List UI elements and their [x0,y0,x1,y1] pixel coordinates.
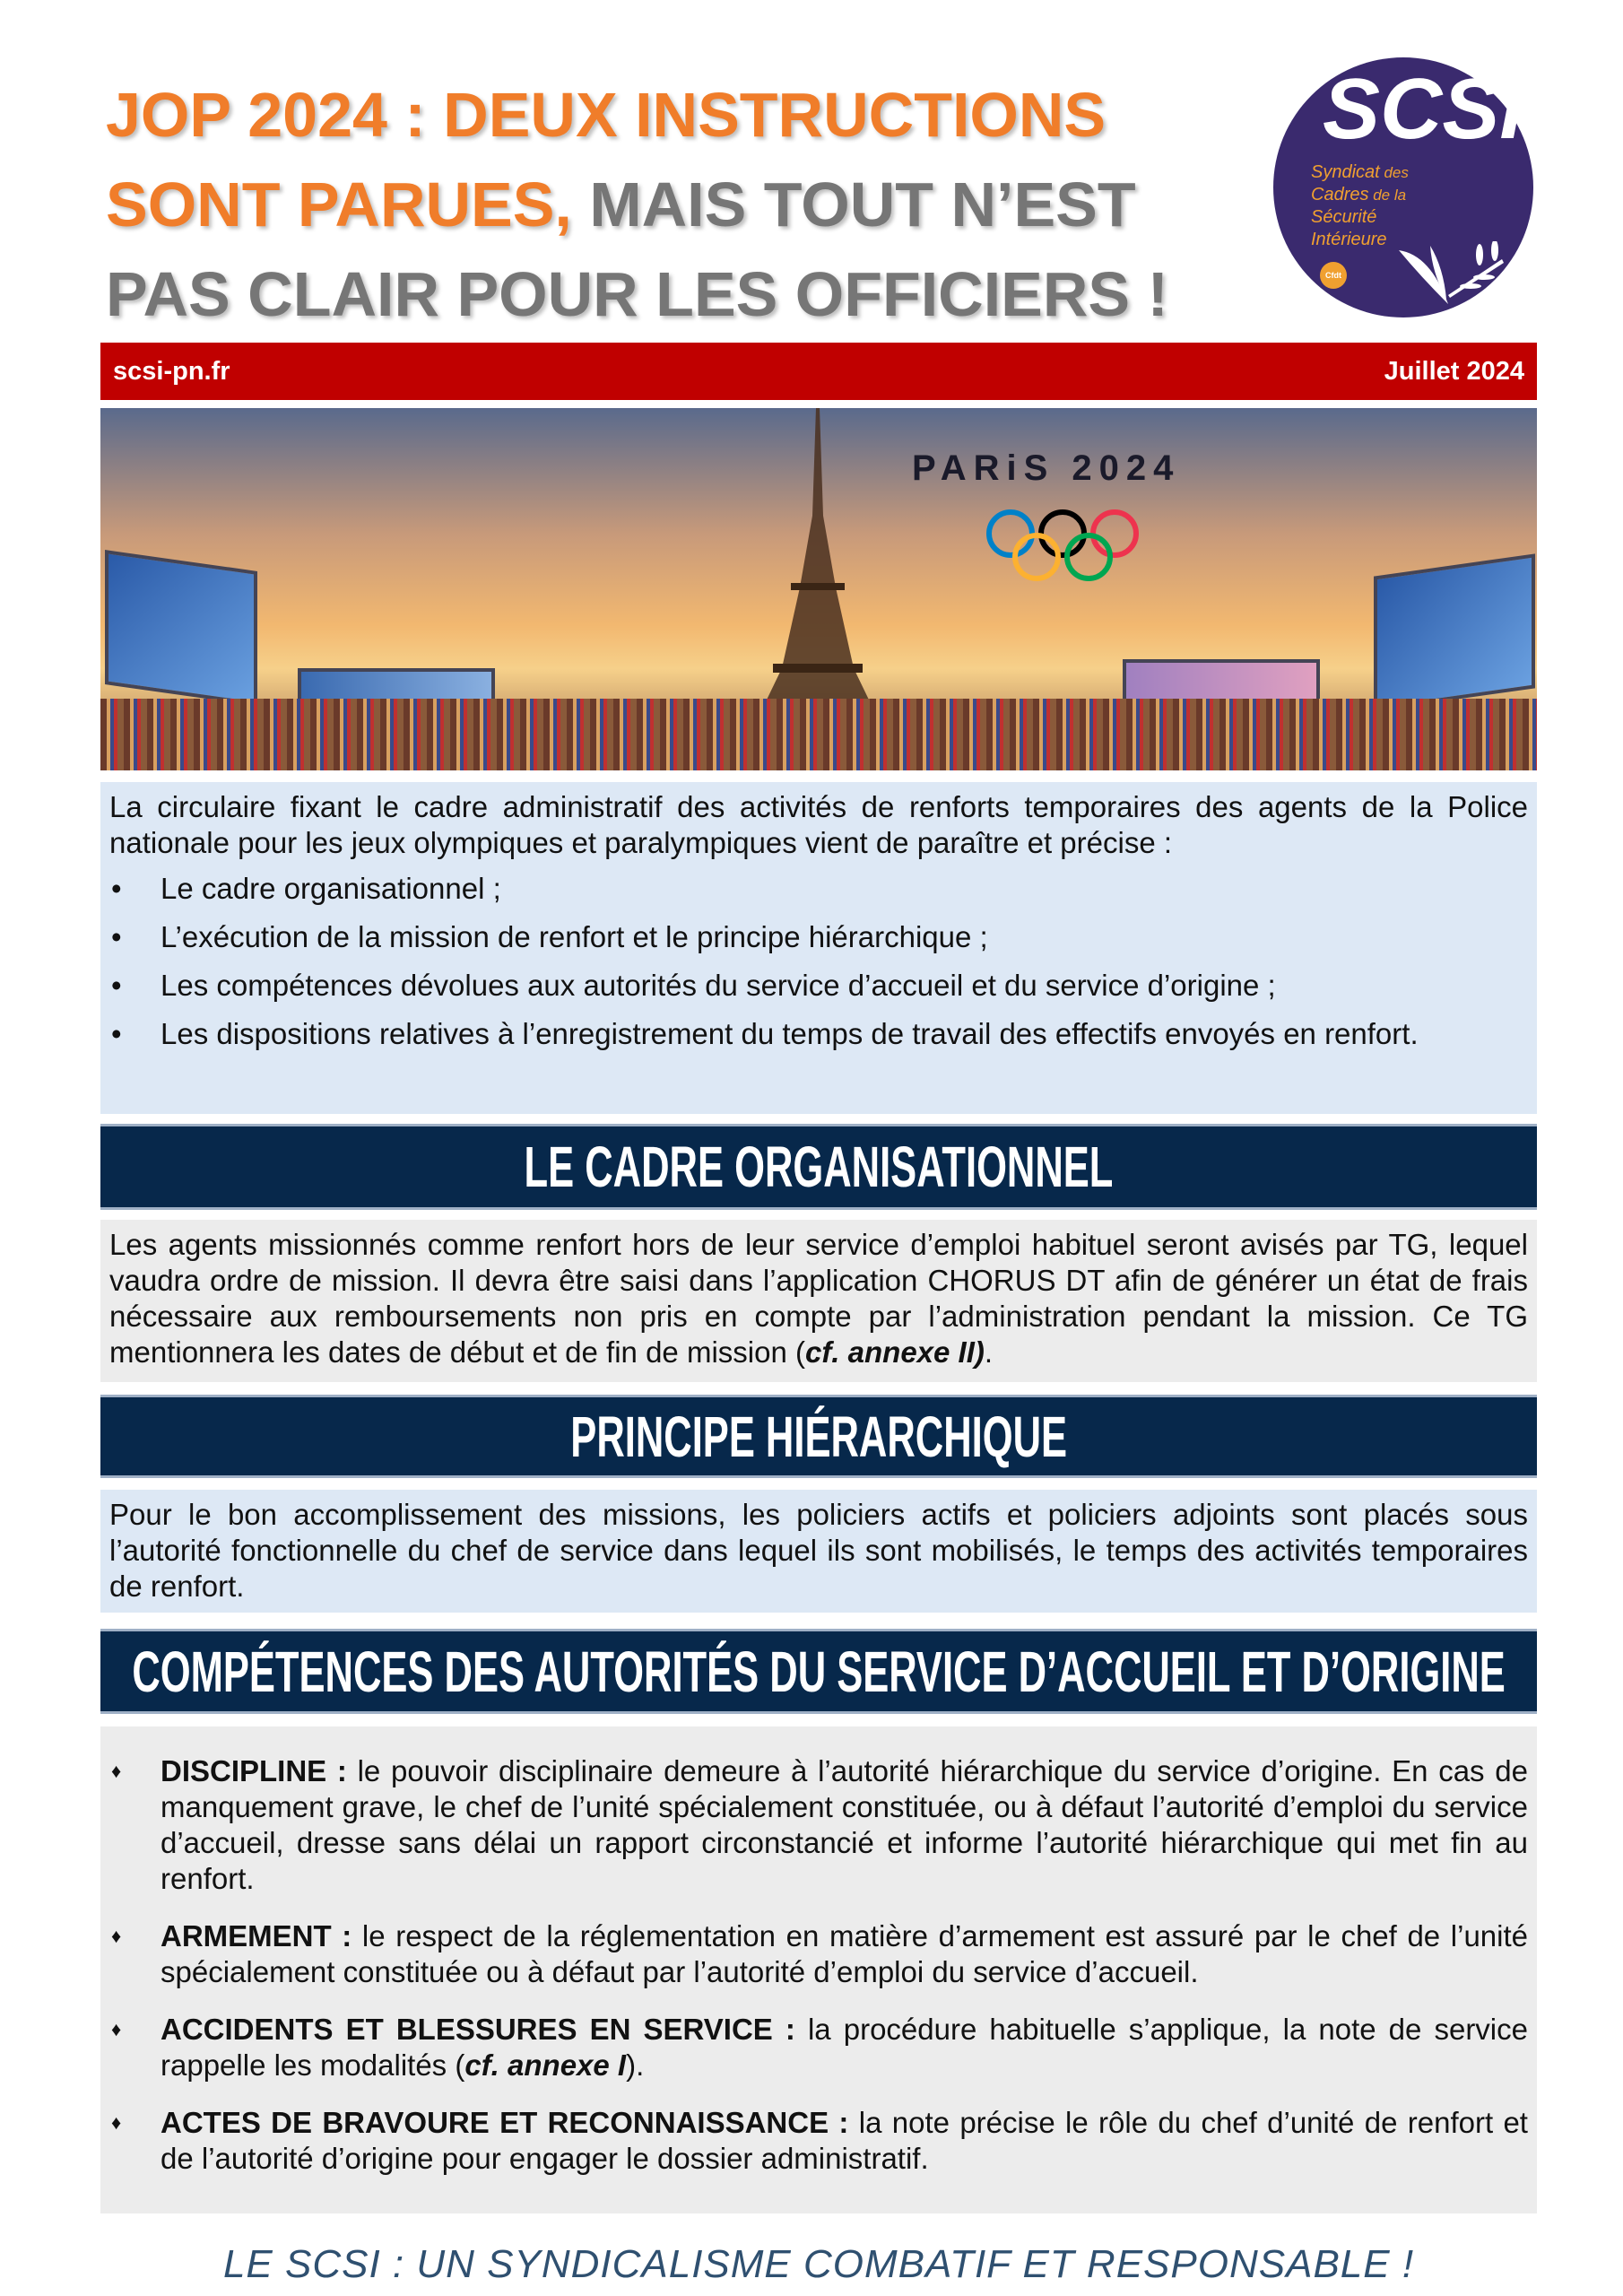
list-item: ♦ ACCIDENTS ET BLESSURES EN SERVICE : la procédure habituelle s’applique, la note de service rappelle les modalités (cf. annexe I). [109,2012,1528,2083]
list-item: ♦ ACTES DE BRAVOURE ET RECONNAISSANCE : la note précise le rôle du chef d’unité de renfort et de l’autorité d’origine pour engager le dossier administratif. [109,2105,1528,2177]
logo-subtitle: Syndicat des Cadres de la Sécurité Intérieure [1311,162,1409,249]
section-heading-cadre: LE CADRE ORGANISATIONNEL [100,1124,1537,1210]
olympic-rings-icon [984,507,1145,587]
paris-2024-caption: PARiS 2024 [912,448,1181,488]
stadium-screen [1374,553,1535,710]
content-column [100,782,1537,2292]
intro-list [109,868,1528,1055]
section-heading-competences: COMPÉTENCES DES AUTORITÉS DU SERVICE D’ACCUEIL ET D’ORIGINE [100,1629,1537,1714]
cfdt-badge: Cfdt [1320,262,1347,289]
logo-name: SCSI [1323,61,1524,157]
intro-box [100,782,1537,1114]
list-item: • L’exécution de la mission de renfort et le principe hiérarchique ; [109,917,1528,958]
list-item: • Les compétences dévolues aux autorités du service d’accueil et du service d’origine ; [109,965,1528,1006]
section-text: Pour le bon accomplissement des missions, les policiers actifs et policiers adjoints sont placés sous l’autorité fonctionnelle du chef de service dans lequel ils sont mobilisés, le temps des activités temporaires de renfort. [109,1498,1528,1603]
stadium-screen [105,550,257,706]
title-line-2-grey: MAIS TOUT N’EST [571,170,1136,239]
section-body-cadre [100,1220,1537,1382]
paris-2024-image [100,408,1537,770]
page-title [106,70,1263,339]
list-item: • Les dispositions relatives à l’enregistrement du temps de travail des effectifs envoyés en renfort. [109,1013,1528,1055]
intro-text: La circulaire fixant le cadre administratif des activités de renforts temporaires des agents de la Police nationale pour les jeux olympiques et paralympiques vient de paraître et précise : [109,790,1528,859]
site-link[interactable]: scsi-pn.fr [113,356,230,386]
list-item: ♦ ARMEMENT : le respect de la réglementation en matière d’armement est assuré par le chef de l’unité spécialement constituée ou à défaut par l’autorité d’emploi du service d’accueil. [109,1918,1528,1990]
crowd [100,699,1537,770]
section-text: Les agents missionnés comme renfort hors de leur service d’emploi habituel seront avisés par TG, lequel vaudra ordre de mission. Il devra être saisi dans l’application CHORUS DT afin de générer un état de frais nécessaire aux remboursements non pris en compte par l’administration pendant la mission. Ce TG mentionnera les dates de début et de fin de mission (cf. annexe II). [109,1228,1528,1369]
footer-slogan: LE SCSI : UN SYNDICALISME COMBATIF ET RESPONSABLE ! [222,2242,1415,2286]
title-line-1: JOP 2024 : DEUX INSTRUCTIONS [106,80,1107,150]
title-line-2-orange: SONT PARUES, [106,170,572,239]
list-item: • Le cadre organisationnel ; [109,868,1528,909]
title-line-3: PAS CLAIR POUR LES OFFICIERS ! [106,259,1168,329]
section-body-hierarchie [100,1490,1537,1613]
laurel-icon [1394,241,1511,309]
banner-bar [100,343,1537,400]
section-heading-hierarchie: PRINCIPE HIÉRARCHIQUE [100,1395,1537,1478]
title-line-2 [106,160,1263,249]
list-item: ♦ DISCIPLINE : le pouvoir disciplinaire demeure à l’autorité hiérarchique du service d’origine. En cas de manquement grave, le chef de l’unité spécialement constituée, ou à défaut l’autorité d’emploi du service d’accueil, dresse sans délai un rapport circonstancié et informe l’autorité hiérarchique qui met fin au renfort. [109,1753,1528,1897]
section-body-competences [100,1726,1537,2213]
annex-reference: cf. annexe II) [804,1335,985,1369]
scsi-logo [1273,57,1533,317]
issue-date: Juillet 2024 [1384,356,1524,386]
